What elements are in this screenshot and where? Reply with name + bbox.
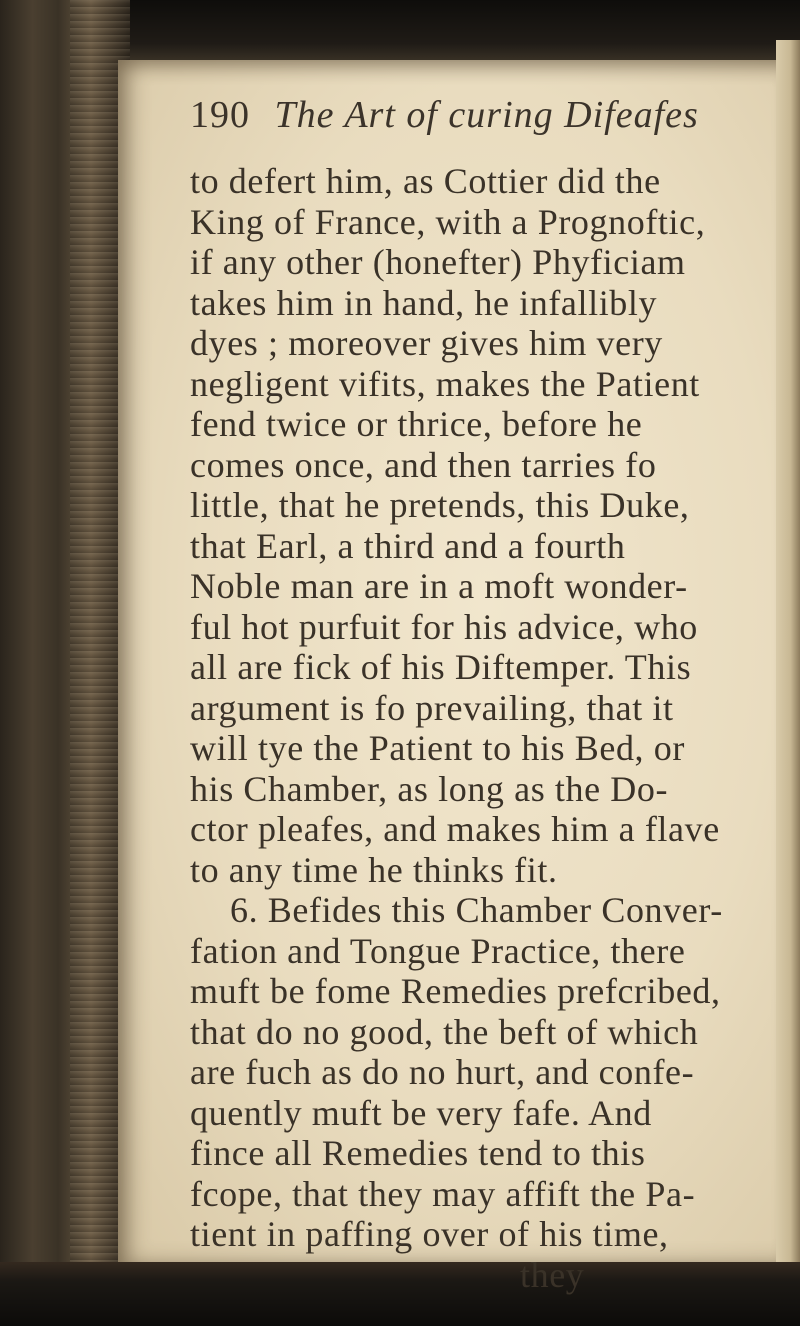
body-line: ful hot purfuit for his advice, who (190, 606, 698, 647)
body-line: fince all Remedies tend to this (190, 1133, 646, 1173)
body-line: muft be fome Remedies prefcribed, (190, 971, 721, 1011)
body-line: argument is fo prevailing, that it (190, 687, 674, 728)
right-page-edge (776, 40, 800, 1280)
running-header (190, 93, 699, 137)
body-line: negligent vifits, makes the Patient (190, 363, 700, 404)
paragraph-start-line: 6. Befides this Chamber Conver- (230, 890, 723, 930)
body-line: fation and Tongue Practice, there (190, 930, 686, 971)
body-line: quently muft be very fafe. And (190, 1092, 652, 1133)
body-line: to defert him, as Cottier did the (190, 161, 661, 201)
body-line: takes him in hand, he infallibly (190, 282, 658, 323)
body-line: that Earl, a third and a fourth (190, 525, 626, 566)
body-line: they (520, 1254, 585, 1295)
body-line: little, that he pretends, this Duke, (190, 485, 690, 525)
body-line: tient in paffing over of his time, (190, 1214, 669, 1254)
page-number: 190 (190, 94, 250, 136)
body-line: fcope, that they may affift the Pa- (190, 1173, 696, 1214)
body-line: dyes ; moreover gives him very (190, 323, 663, 363)
body-line: fend twice or thrice, before he (190, 404, 643, 444)
body-line: comes once, and then tarries fo (190, 444, 657, 485)
body-line: if any other (honefter) Phyficiam (190, 242, 686, 282)
body-line: King of France, with a Prognoftic, (190, 201, 706, 242)
body-line: will tye the Patient to his Bed, or (190, 728, 685, 768)
body-line: all are fick of his Diftemper. This (190, 647, 692, 687)
body-line: Noble man are in a moft wonder- (190, 566, 688, 606)
running-title: The Art of curing Difeafes (274, 94, 699, 136)
bottom-shadow (0, 1262, 800, 1326)
body-line: that do no good, the beft of which (190, 1011, 699, 1052)
body-line: ctor pleafes, and makes him a flave (190, 809, 720, 849)
body-line: his Chamber, as long as the Do- (190, 768, 669, 809)
body-line: are fuch as do no hurt, and confe- (190, 1052, 695, 1092)
body-line: to any time he thinks fit. (190, 849, 558, 890)
